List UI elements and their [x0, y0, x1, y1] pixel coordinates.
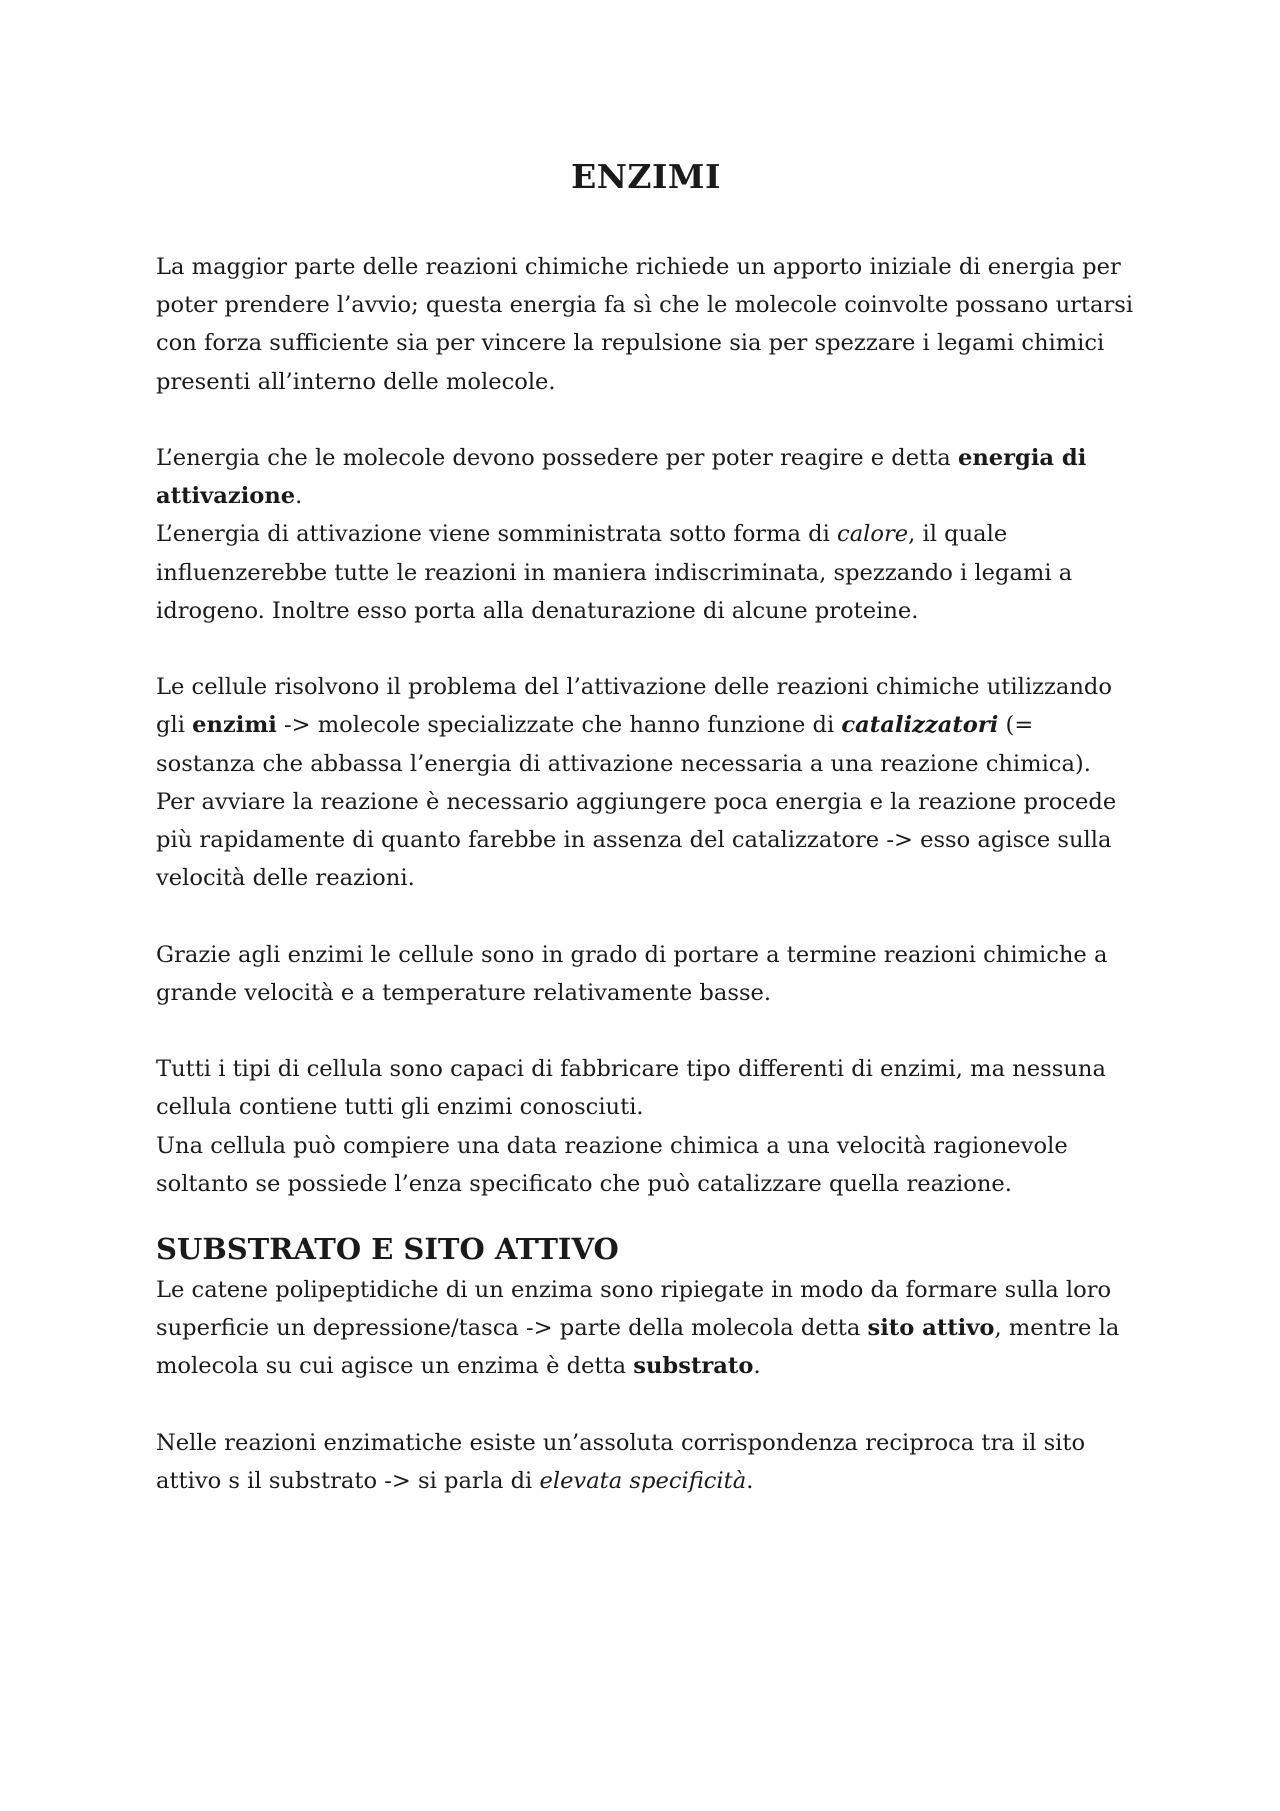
term-substrato: substrato	[633, 1353, 754, 1380]
paragraph-thanks-to-enzymes: Grazie agli enzimi le cellule sono in grado di portare a termine reazioni chimiche a grande velocità e a temperature relativamente basse.	[156, 941, 1108, 1006]
term-enzimi: enzimi	[192, 712, 277, 739]
paragraph-activation-energy: L’energia che le molecole devono possedere per poter reagire e detta energia di attivazione.	[156, 445, 1087, 510]
paragraph-cell-reaction: Una cellula può compiere una data reazione chimica a una velocità ragionevole soltanto se possiede l’enza specificato che può catalizzare quella reazione.	[156, 1132, 1068, 1197]
paragraph-cell-types: Tutti i tipi di cellula sono capaci di fabbricare tipo differenti di enzimi, ma nessuna cellula contiene tutti gli enzimi conosciuti.	[156, 1056, 1106, 1121]
term-elevata-specificita: elevata specificità	[539, 1468, 747, 1495]
term-sito-attivo: sito attivo	[867, 1315, 995, 1342]
section-heading-substrato: SUBSTRATO E SITO ATTIVO	[156, 1232, 619, 1267]
term-catalizzatori: catalizzatori	[841, 712, 999, 739]
document-body	[156, 248, 1136, 1500]
paragraph-active-site: Le catene polipeptidiche di un enzima sono ripiegate in modo da formare sulla loro superficie un depressione/tasca -> parte della molecola detta sito attivo, mentre la molecola su cui agisce un enzima è detta substrato.	[156, 1277, 1120, 1380]
paragraph-reaction-speed: Per avviare la reazione è necessario aggiungere poca energia e la reazione procede più rapidamente di quanto farebbe in assenza del catalizzatore -> esso agisce sulla velocità delle reazioni.	[156, 788, 1117, 892]
term-calore: calore	[837, 521, 909, 548]
paragraph-heat: L’energia di attivazione viene somministrata sotto forma di calore, il quale influenzerebbe tutte le reazioni in maniera indiscriminata, spezzando i legami a idrogeno. Inoltre esso porta alla denaturazione di alcune proteine.	[156, 521, 1073, 624]
paragraph-intro: La maggior parte delle reazioni chimiche richiede un apporto iniziale di energia per poter prendere l’avvio; questa energia fa sì che le molecole coinvolte possano urtarsi con forza sufficiente sia per vincere la repulsione sia per spezzare i legami chimici presenti all’interno delle molecole.	[156, 254, 1134, 395]
paragraph-specificity: Nelle reazioni enzimatiche esiste un’assoluta corrispondenza reciproca tra il sito attivo s il substrato -> si parla di elevata specificità.	[156, 1429, 1086, 1495]
paragraph-enzymes: Le cellule risolvono il problema del l’attivazione delle reazioni chimiche utilizzando gli enzimi -> molecole specializzate che hanno funzione di catalizzatori (= sostanza che abbassa l’energia di attivazione necessaria a una reazione chimica).	[156, 674, 1112, 777]
page-title: ENZIMI	[571, 157, 721, 196]
term-energia-di-attivazione: energia di attivazione	[156, 445, 1087, 510]
